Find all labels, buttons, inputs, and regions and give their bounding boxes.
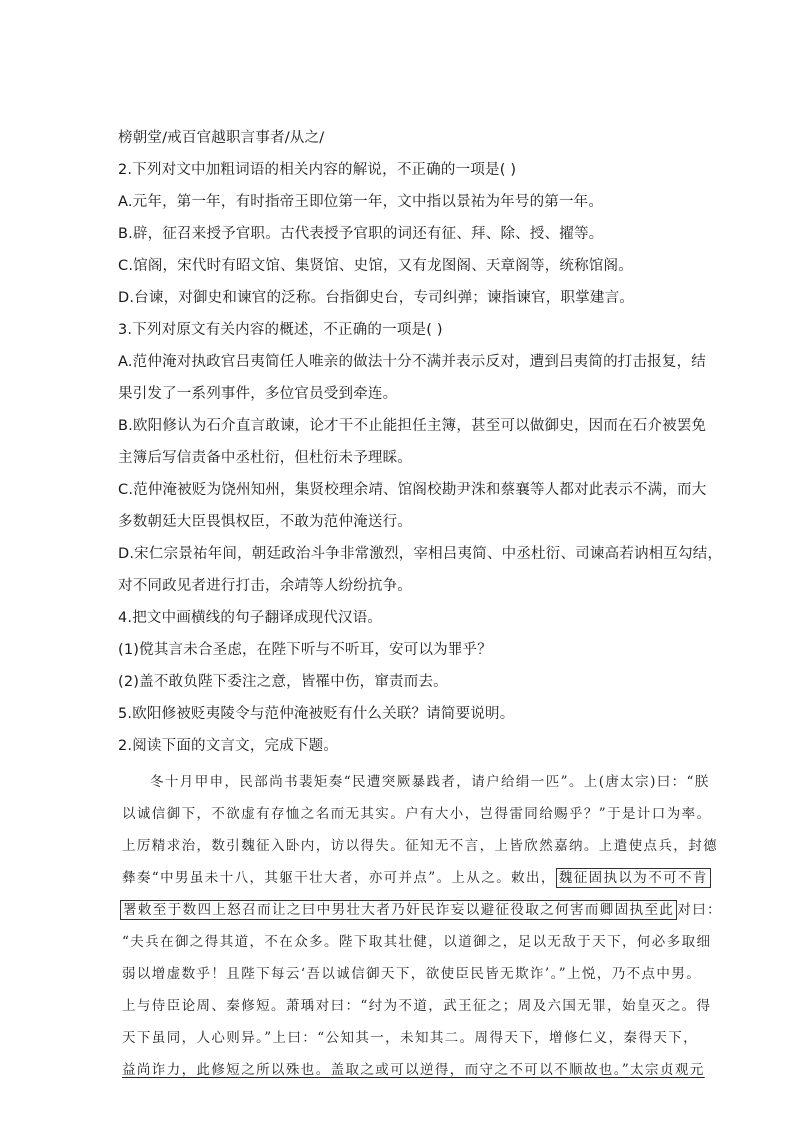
- classical-line-4: [122, 868, 711, 888]
- question-3-option-d-line-2: 对不同政见者进行打击，余靖等人纷纷抗争。: [118, 578, 412, 594]
- question-3-option-b-line-2: 主簿后写信责备中丞杜衍，但杜衍未予理睬。: [118, 450, 412, 466]
- question-2-option-c: C.馆阁，宋代时有昭文馆、集贤馆、史馆，又有龙图阁、天章阁等，统称馆阁。: [118, 258, 633, 274]
- question-2-option-d: D.台谏，对御史和谏官的泛称。台指御史台，专司纠弹；谏指谏官，职掌建言。: [118, 290, 634, 306]
- classical-line-8: 上与侍臣论周、秦修短。萧瑀对曰：“纣为不道，武王征之；周及六国无罪，始皇灭之。得: [122, 998, 712, 1014]
- question-3-option-c-line-2: 多数朝廷大臣畏惧权臣，不敢为范仲淹送行。: [118, 514, 412, 530]
- boxed-sentence-start: 魏征固执以为不可不肯: [556, 868, 711, 888]
- question-3-option-a-line-2: 果引发了一系列事件，多位官员受到牵连。: [118, 386, 398, 402]
- classical-line-10: [122, 1060, 705, 1080]
- question-4-item-2: (2)盖不敢负陛下委注之意，皆罹中伤，窜责而去。: [118, 674, 448, 690]
- question-2: 2.下列对文中加粗词语的相关内容的解说，不正确的一项是( ): [118, 162, 517, 178]
- underlined-sentence-cont: 盖取之或可以逆得，而守之不可以不顺故也。”太宗贞观元: [330, 1062, 705, 1078]
- question-4-item-1: (1)傥其言未合圣虑，在陛下听与不听耳，安可以为罪乎？: [118, 642, 492, 658]
- boxed-sentence: 署敕至于数四上怒召而让之曰中男壮大者乃奸民诈妄以避征役取之何害而卿固执至此: [120, 900, 677, 920]
- reading-heading: 2.阅读下面的文言文，完成下题。: [118, 738, 339, 754]
- classical-line-5-text: 对曰：: [677, 902, 723, 918]
- question-3-option-c-line-1: C.范仲淹被贬为饶州知州，集贤校理余靖、馆阁校勘尹洙和蔡襄等人都对此表示不满，而大: [118, 482, 707, 498]
- question-4: 4.把文中画横线的句子翻译成现代汉语。: [118, 610, 383, 626]
- classical-line-1: 冬十月甲申，民部尚书裴矩奏“民遭突厥暴践者，请户给绢一匹”。上(唐太宗)曰：“朕: [150, 774, 710, 790]
- question-2-option-b: B.辟，征召来授予官职。古代表授予官职的词还有征、拜、除、授、擢等。: [118, 226, 604, 242]
- classical-line-3: 上厉精求治，数引魏征入卧内，访以得失。征知无不言，上皆欣然嘉纳。上遣使点兵，封德: [122, 838, 718, 854]
- question-3: 3.下列对原文有关内容的概述，不正确的一项是( ): [118, 322, 443, 338]
- question-2-option-a: A.元年，第一年，有时指帝王即位第一年，文中指以景祐为年号的第一年。: [118, 194, 604, 210]
- question-3-option-a-line-1: A.范仲淹对执政官吕夷简任人唯亲的做法十分不满并表示反对，遭到吕夷简的打击报复，结: [118, 354, 706, 370]
- passage-line-1: 榜朝堂/戒百官越职言事者/从之/: [118, 130, 325, 146]
- classical-line-7: 弱以增虚数乎！且陛下每云‘吾以诚信御天下，欲使臣民皆无欺诈’。”上悦，乃不点中男。: [122, 966, 702, 982]
- question-5: 5.欧阳修被贬夷陵令与范仲淹被贬有什么关联？请简要说明。: [118, 706, 515, 722]
- classical-line-2: 以诚信御下，不欲虚有存恤之名而无其实。户有大小，岂得雷同给赐乎？”于是计口为率。: [122, 806, 712, 822]
- classical-line-9: 天下虽同，人心则异。”上曰：“公知其一，未知其二。周得天下，增修仁义，秦得天下，: [122, 1030, 699, 1046]
- question-3-option-d-line-1: D.宋仁宗景祐年间，朝廷政治斗争非常激烈，宰相吕夷简、中丞杜衍、司谏高若讷相互勾结，: [118, 546, 723, 562]
- classical-line-5: [120, 900, 722, 920]
- classical-line-4-text: 彝奏“中男虽未十八，其躯干壮大者，亦可并点”。上从之。敕出，: [122, 870, 556, 886]
- classical-line-6: “夫兵在御之得其道，不在众多。陛下取其壮健，以道御之，足以无敌于天下，何必多取细: [122, 934, 712, 950]
- question-3-option-b-line-1: B.欧阳修认为石介直言敢谏，论才干不止能担任主簿，甚至可以做御史，因而在石介被罢免: [118, 418, 707, 434]
- underlined-sentence: 益尚诈力，此修短之所以殊也。: [122, 1062, 331, 1078]
